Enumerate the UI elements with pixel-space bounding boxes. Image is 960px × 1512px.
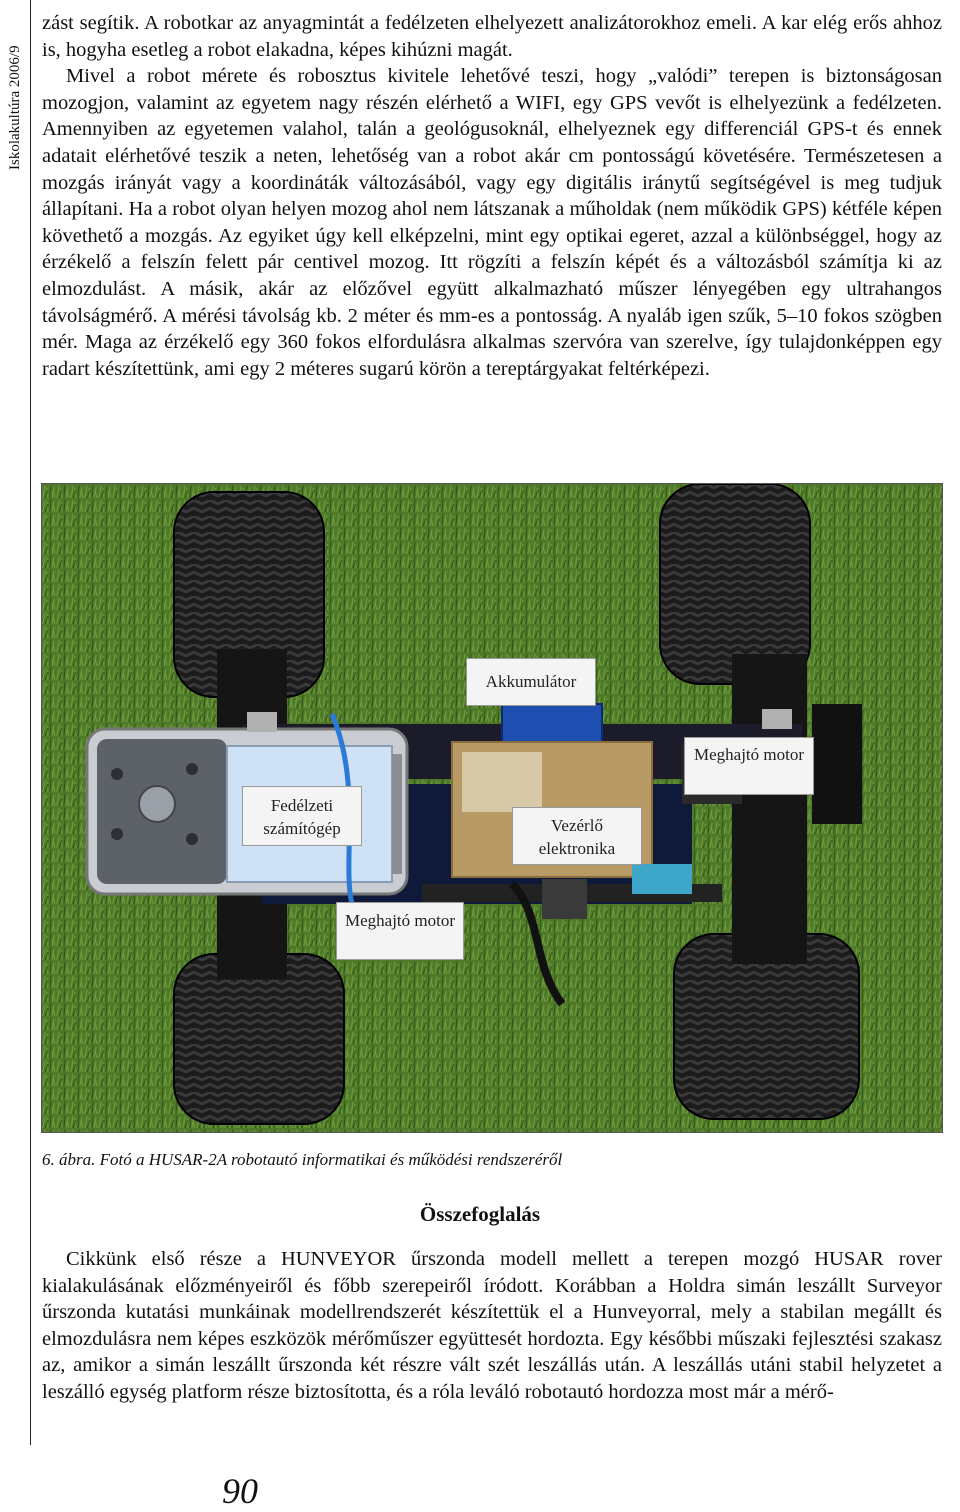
connector <box>632 864 692 894</box>
robot-photo-figure <box>41 483 943 1133</box>
running-header <box>0 0 31 1445</box>
label-battery: Akkumulátor <box>466 658 596 706</box>
control-board-chip <box>462 752 542 812</box>
figure-number: 6. ábra. <box>42 1150 96 1169</box>
figure-caption <box>42 1150 562 1170</box>
db9-plug <box>542 879 587 919</box>
section-title: Összefoglalás <box>419 1202 541 1226</box>
running-header-text: Iskolakultúra 2006/9 <box>7 45 23 170</box>
right-suspension <box>732 654 807 964</box>
label-drive-motor-right: Meghajtó motor <box>684 737 814 795</box>
label-drive-motor-left: Meghajtó motor <box>336 902 464 960</box>
summary-paragraph: Cikkünk első része a HUNVEYOR űrszonda modell mellett a terepen mozgó HUSAR rover kialakulásának előzményeiről és főbb szerepeiről íródott. Korábban a Holdra simán leszállt Surveyor űrszonda kutatási munkáinak modellrendszerét készítettük el a Hunveyorral, mely a stabilan megállt és elmozdulásra nem képes eszközök mérőműszer együttesét hordozta. Egy későbbi műszaki fejlesztési szakasz az, amikor a simán leszállt űrszonda két részre vált szét leszállás után. A leszállás utáni stabil helyzetet a leszálló egység platform része biztosította, és a róla leváló robotautó hordozza most már a mérő- <box>42 1248 942 1403</box>
robot-photo <box>42 484 942 1132</box>
ultrasonic-sensor-plate <box>812 704 862 824</box>
figure-caption-text: Fotó a HUSAR-2A robotautó informatikai és működési rendszeréről <box>99 1150 563 1169</box>
page-number: 90 <box>222 1471 258 1511</box>
main-paragraph-text: Mivel a robot mérete és robosztus kivitele lehetővé teszi, hogy „valódi” terepen is biztonságosan mozogjon, valamint az egyetem nagy részén elérhető a WIFI, egy GPS vevőt is elhelyezünk a fedélzeten. Amennyiben az egyetemen valahol, talán a geológusoknál, elhelyeznek egy differenciál GPS-t és ennek adatait elérhetővé teszik a neten, lehetőség van a robot akár cm pontosságú követésére. Természetesen a mozgás irányát vagy a koordináták változásából, vagy egy digitális iránytű segítségével is meg tudjuk állapítani. Ha a robot olyan helyen mozog ahol nem látszanak a műholdak (nem működik GPS) kétféle képen követhető a mozgás. Az egyiket úgy kell elképzelni, mint egy optikai egeret, azzal a különbséggel, hogy az érzékelő a felszín felett pár centivel mozog. Itt rögzíti a felszín képét és a változásból számítja ki az elmozdulást. A másik, akár az előzővel együtt alkalmazható műszer lényegében egy ultrahangos távolságmérő. A mérési távolság kb. 2 méter és mm-es a pontosság. A nyaláb igen szűk, 5–10 fokos szögben mér. Maga az érzékelő egy 360 fokos elfordulásra alkalmas szervóra van szerelve, így tulajdonképpen egy radart készítettünk, ami egy 2 méteres sugarú körön a tereptárgyakat feltérképezi. <box>42 65 942 380</box>
spring-right <box>762 709 792 729</box>
spring-left <box>247 712 277 732</box>
tire-bottom-left <box>174 954 344 1124</box>
label-control-electronics: Vezérlő elektronika <box>512 807 642 865</box>
intro-text: zást segítik. A robotkar az anyagmintát a fedélzeten elhelyezett analizátorokhoz emeli. A kar elég erős ahhoz is, hogyha esetleg a robot elakadna, képes kihúzni magát. <box>42 12 942 61</box>
label-onboard-computer: Fedélzeti számítógép <box>242 786 362 846</box>
intro-paragraph <box>42 10 942 382</box>
